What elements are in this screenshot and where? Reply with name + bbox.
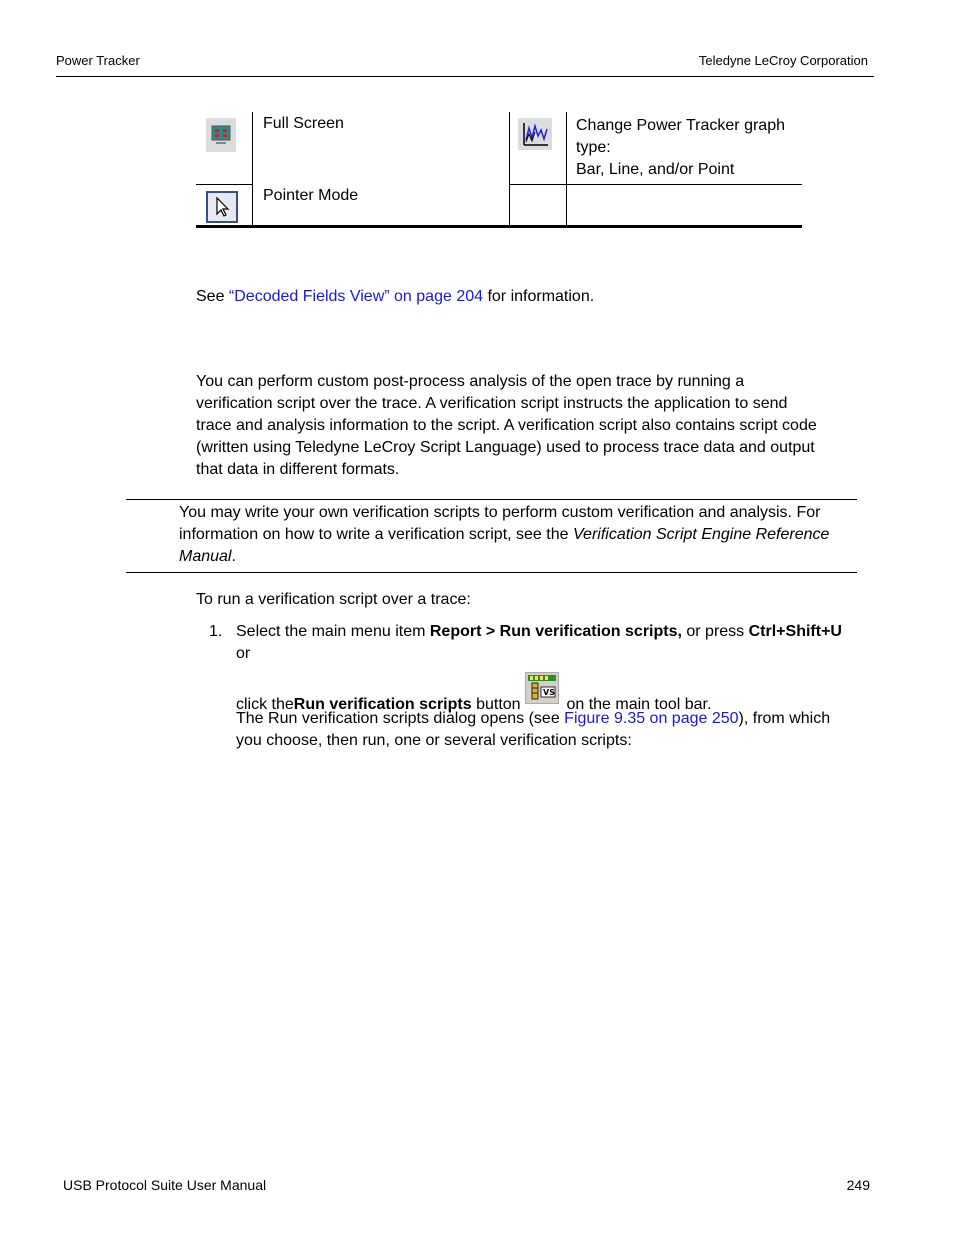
intro-line: that data in different formats. [196,461,400,478]
step1-middle: or press [681,623,749,640]
toolbar-icon-table [196,112,802,228]
note-box [179,502,829,568]
run-intro: To run a verification script over a trace: [196,591,471,608]
graph-type-icon [518,118,552,150]
footer-left: USB Protocol Suite User Manual [63,1177,267,1193]
step1-text [236,621,876,665]
note-bottom-rule [126,572,857,573]
pointer-mode-icon-cell [196,184,253,226]
page-number: 249 [846,1177,870,1193]
graph-type-label-line1: Change Power Tracker graph [576,117,785,134]
intro-line: trace and analysis information to the script. A verification script also contains script code [196,417,817,434]
header-rule [56,76,874,77]
see-prefix: See [196,288,229,305]
intro-line: verification script over the trace. A verification script instructs the application to send [196,395,788,412]
svg-text:VS: VS [543,688,555,697]
click-mid: button [471,696,525,713]
note-manual-title: Verification Script Engine Reference [572,526,830,543]
full-screen-label: Full Screen [263,115,344,132]
graph-type-label-line3: Bar, Line, and/or Point [576,161,735,178]
graph-type-label-line2: type: [576,139,611,156]
graph-type-label-cell [567,112,803,184]
header-right: Teledyne LeCroy Corporation [698,53,868,68]
step1-prefix: Select the main menu item [236,623,430,640]
click-suffix: on the main tool bar. [562,696,712,713]
step1-dialog-text [236,708,830,752]
step1-or: or [236,645,251,662]
intro-line: You can perform custom post-process analysis of the open trace by running a [196,373,745,390]
dialog-prefix: The Run verification scripts dialog opens (see [236,710,565,727]
empty-label-cell [567,184,803,226]
step1-menu-path: Report > Run verification scripts, [429,623,682,640]
full-screen-icon-cell [196,112,253,184]
click-prefix: click the [236,696,294,713]
note-manual-title-end: Manual [179,548,232,565]
click-button-name: Run verification scripts [293,696,472,713]
note-line2-prefix: information on how to write a verification script, see the [179,526,573,543]
header-left: Power Tracker [56,53,140,68]
figure-9-35-link[interactable]: Figure 9.35 on page 250 [564,710,739,727]
empty-icon-cell [510,184,567,226]
full-screen-label-cell [253,112,510,184]
note-top-rule [126,499,857,500]
pointer-mode-icon [206,191,238,223]
see-suffix: for information. [483,288,595,305]
note-line3-suffix: . [231,548,236,565]
full-screen-icon [206,118,236,152]
see-line [196,286,594,308]
step-number: 1. [209,623,223,640]
intro-paragraph [196,371,817,481]
run-verification-scripts-icon [525,672,559,704]
dialog-suffix: ), from which [738,710,831,727]
pointer-mode-label: Pointer Mode [263,187,359,204]
dialog-line2: you choose, then run, one or several verification scripts: [236,732,632,749]
step1-shortcut: Ctrl+Shift+U [748,623,842,640]
pointer-mode-label-cell [253,184,510,226]
intro-line: (written using Teledyne LeCroy Script Language) used to process trace data and output [196,439,815,456]
note-line1: You may write your own verification scripts to perform custom verification and analysis. For [179,504,821,521]
decoded-fields-view-link[interactable]: “Decoded Fields View” on page 204 [228,288,484,305]
graph-type-icon-cell [510,112,567,184]
